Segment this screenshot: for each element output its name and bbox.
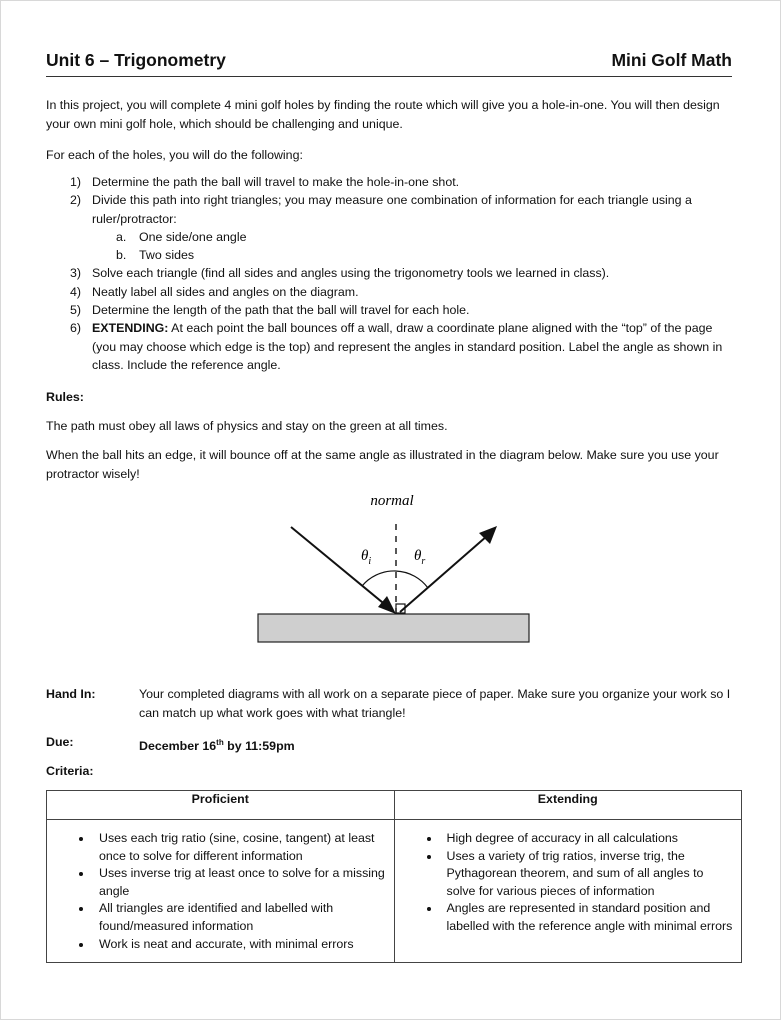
list-item: Uses each trig ratio (sine, cosine, tangent) at least once to solve for different information bbox=[99, 830, 388, 865]
list-item: 4) Neatly label all sides and angles on the diagram. bbox=[70, 284, 359, 299]
list-item: 3) Solve each triangle (find all sides and angles using the trigonometry tools we learned in class). bbox=[70, 266, 610, 281]
column-header-proficient: Proficient bbox=[47, 791, 395, 820]
extending-cell bbox=[394, 820, 742, 963]
proficient-list bbox=[53, 830, 388, 953]
list-item: Angles are represented in standard position and labelled with the reference angle with minimal errors bbox=[447, 900, 736, 935]
list-item: b. Two sides bbox=[116, 248, 195, 263]
proficient-cell bbox=[47, 820, 395, 963]
unit-title: Unit 6 – Trigonometry bbox=[46, 50, 226, 70]
list-item: 2) Divide this path into right triangles; you may measure one combination of information for each triangle using a ruler/protractor: bbox=[70, 193, 692, 226]
due-label: Due: bbox=[46, 735, 74, 749]
hand-in-text: Your completed diagrams with all work on a separate piece of paper. Make sure you organize your work so I can match up what work goes with what triangle! bbox=[139, 687, 731, 720]
wall-surface bbox=[258, 614, 529, 642]
criteria-label: Criteria: bbox=[46, 764, 94, 778]
rules-heading: Rules: bbox=[46, 390, 84, 404]
list-item: 1) Determine the path the ball will travel to make the hole-in-one shot. bbox=[70, 175, 460, 189]
list-item: Uses inverse trig at least once to solve for a missing angle bbox=[99, 865, 388, 900]
page-header bbox=[46, 50, 732, 77]
sub-list-item bbox=[46, 228, 736, 265]
sub-list bbox=[46, 228, 736, 265]
hand-in-label: Hand In: bbox=[46, 687, 96, 701]
angle-arc bbox=[362, 571, 428, 588]
list-item: High degree of accuracy in all calculations bbox=[447, 830, 736, 848]
incident-arrowhead bbox=[378, 596, 396, 614]
list-item: Uses a variety of trig ratios, inverse trig, the Pythagorean theorem, and sum of all angles to solve for various pieces of information bbox=[447, 848, 736, 901]
rule-2: When the ball hits an edge, it will bounce off at the same angle as illustrated in the diagram below. Make sure you use your protractor wisely! bbox=[46, 448, 719, 481]
rule-1: The path must obey all laws of physics and stay on the green at all times. bbox=[46, 419, 448, 433]
intro-paragraph: In this project, you will complete 4 mini golf holes by finding the route which will give you a hole-in-one. You will then design your own mini golf hole, which should be challenging and unique. bbox=[46, 98, 720, 131]
instructions-lead: For each of the holes, you will do the following: bbox=[46, 148, 303, 162]
list-item: Work is neat and accurate, with minimal errors bbox=[99, 936, 388, 954]
list-item: a. One side/one angle bbox=[116, 229, 247, 244]
incident-ray bbox=[291, 527, 388, 607]
steps-list bbox=[46, 173, 736, 374]
incident-angle-label: $\theta_i$ bbox=[361, 548, 372, 567]
table-row bbox=[47, 820, 742, 963]
list-item: 5) Determine the length of the path that the ball will travel for each hole. bbox=[70, 303, 470, 318]
project-title: Mini Golf Math bbox=[611, 50, 732, 70]
extending-list bbox=[401, 830, 736, 936]
list-item: 6) EXTENDING: At each point the ball bounces off a wall, draw a coordinate plane aligned with the “top” of the page (you may choose which edge is the top) and represent the angles in standard position. Label the angle as shown in class. Include the reference angle. bbox=[70, 321, 723, 372]
criteria-table bbox=[46, 790, 742, 963]
column-header-extending: Extending bbox=[394, 791, 742, 820]
reflection-diagram bbox=[251, 486, 541, 646]
due-date: December 16th by 11:59pm bbox=[139, 738, 295, 754]
list-item: All triangles are identified and labelled with found/measured information bbox=[99, 900, 388, 935]
reflected-angle-label: $\theta_r$ bbox=[414, 548, 426, 567]
normal-label: normal bbox=[370, 493, 414, 509]
table-header-row bbox=[47, 791, 742, 820]
